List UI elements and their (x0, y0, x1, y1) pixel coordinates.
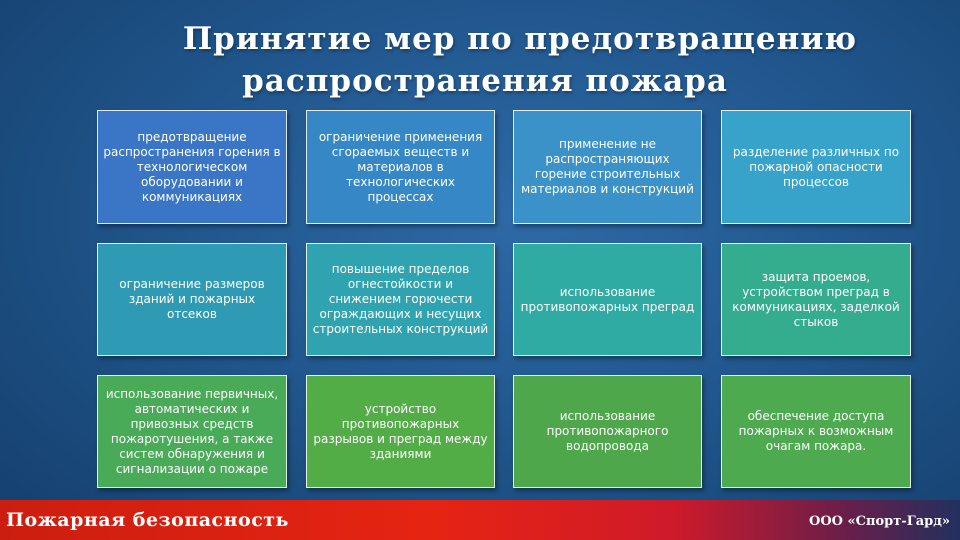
measure-cell: устройство противопожарных разрывов и преград между зданиями (306, 375, 495, 488)
footer-title: Пожарная безопасность (6, 509, 289, 531)
measure-cell: использование противопожарного водопровода (513, 375, 702, 488)
measure-cell: ограничение применения сгораемых веществ и материалов в технологических процессах (306, 110, 495, 224)
measure-cell: использование противопожарных преград (513, 243, 702, 356)
slide-title-line-1: Принятие мер по предотвращению (182, 21, 858, 57)
company-name: ООО «Спорт-Гард» (809, 514, 950, 529)
slide-title-line-2: распространения пожара (242, 63, 728, 99)
measure-cell: использование первичных, автоматических и привозных средств пожаротушения, а также систем обнаружения и сигнализации о пожаре (97, 375, 287, 488)
measure-cell: разделение различных по пожарной опасности процессов (721, 110, 911, 224)
measure-cell: защита проемов, устройством преград в коммуникациях, заделкой стыков (721, 243, 911, 356)
measure-cell: ограничение размеров зданий и пожарных отсеков (97, 243, 287, 356)
measure-cell: повышение пределов огнестойкости и снижением горючести ограждающих и несущих строительных конструкций (306, 243, 495, 356)
measure-cell: предотвращение распространения горения в технологическом оборудовании и коммуникациях (97, 110, 287, 224)
measure-cell: обеспечение доступа пожарных к возможным очагам пожара. (721, 375, 911, 488)
footer-bar (0, 500, 960, 540)
slide-title (0, 18, 960, 102)
measure-cell: применение не распространяющих горение строительных материалов и конструкций (513, 110, 702, 224)
